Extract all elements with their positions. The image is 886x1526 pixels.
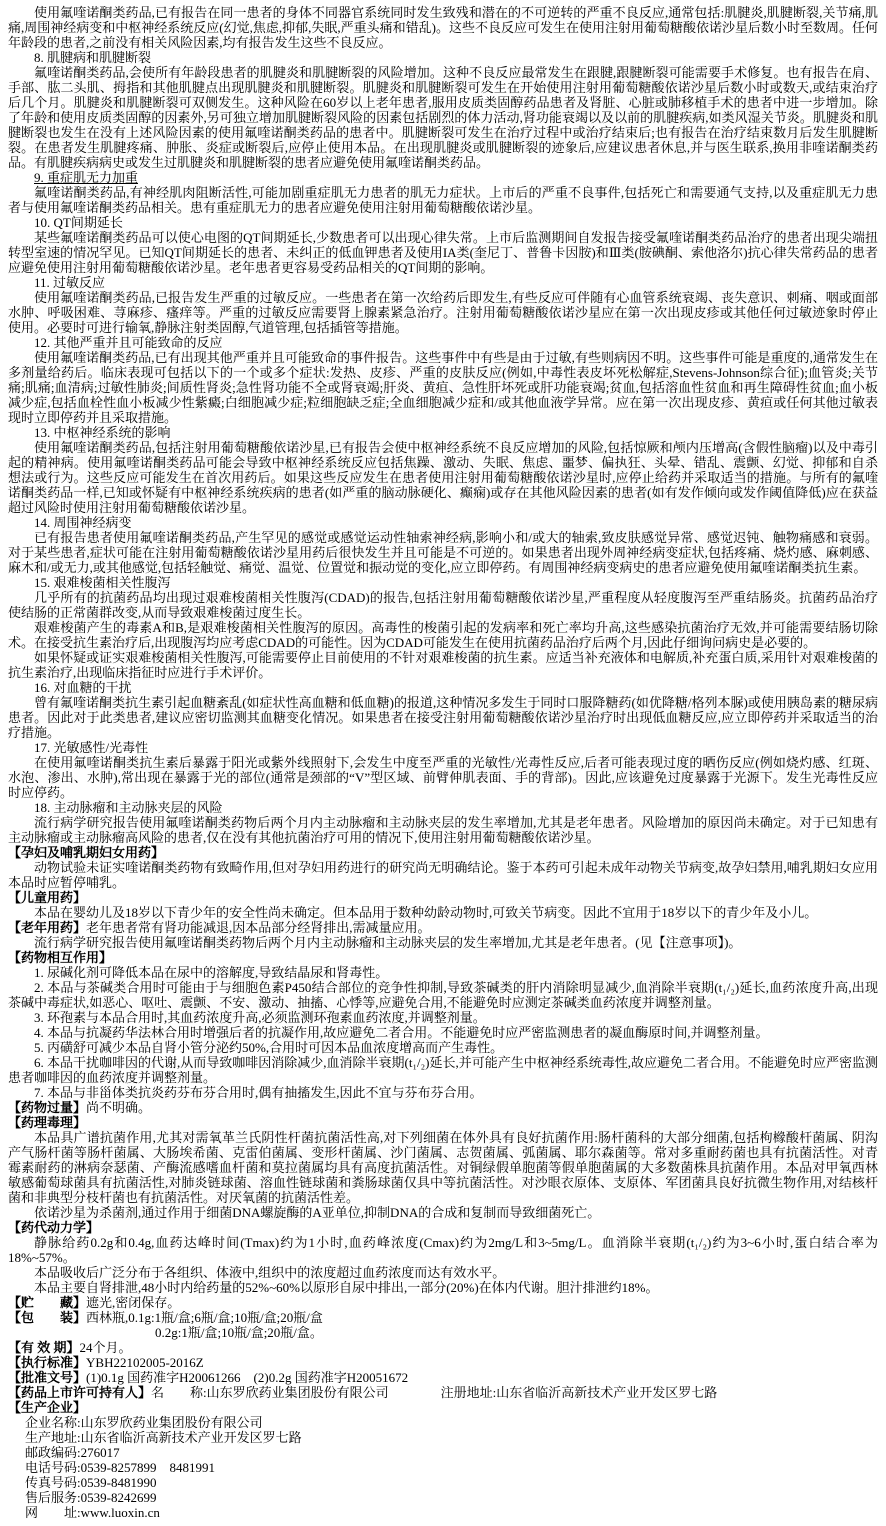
heading-storage-text: 遮光,密闭保存。 bbox=[86, 1295, 181, 1310]
heading-16: 16. 对血糖的干扰 bbox=[34, 680, 132, 695]
heading-children bbox=[8, 890, 878, 905]
pharmacology-text-1: 本品具广谱抗菌作用,尤其对需氧革兰氏阴性杆菌抗菌活性高,对下列细菌在体外具有良好抗菌作用:肠杆菌科的大部分细菌,包括枸橼酸杆菌属、阴沟产气肠杆菌等肠杆菌属、大肠埃希菌、克雷伯菌属、变形杆菌属、沙门菌属、志贺菌属、弧菌属、耶尔森菌等。常对多重耐药菌也具有抗菌活性。对青霉素耐药的淋病奈瑟菌、产酶流感嗜血杆菌和莫拉菌属均具有高度抗菌活性。对铜绿假单胞菌等假单胞菌属的大多数菌株具抗菌作用。本品对甲氧西林敏感葡萄球菌具有抗菌活性,对肺炎链球菌、溶血性链球菌和粪肠球菌仅具中等抗菌活性。对沙眼衣原体、支原体、军团菌具良好抗微生物作用,对结核杆菌和非典型分枝杆菌也有抗菌活性。对厌氧菌的抗菌活性差。 bbox=[8, 1130, 878, 1205]
heading-shelf-life bbox=[8, 1340, 878, 1355]
manufacturer-address: 生产地址:山东省临沂高新技术产业开发区罗七路 bbox=[25, 1430, 302, 1445]
heading-approval-number-text: (1)0.1g 国药准字H20061266 (2)0.2g 国药准字H20051672 bbox=[86, 1370, 409, 1385]
interaction-item-1: 1. 尿碱化剂可降低本品在尿中的溶解度,导致结晶尿和肾毒性。 bbox=[34, 965, 389, 980]
heading-13: 13. 中枢神经系统的影响 bbox=[34, 425, 171, 440]
heading-pregnancy-label: 【孕妇及哺乳期妇女用药】 bbox=[8, 845, 165, 860]
heading-11: 11. 过敏反应 bbox=[34, 275, 106, 290]
heading-children-label: 【儿童用药】 bbox=[8, 890, 87, 905]
heading-elderly-label: 【老年用药】 bbox=[8, 920, 87, 935]
pk-text-2: 本品吸收后广泛分布于各组织、体液中,组织中的浓度超过血药浓度而达有效水平。 bbox=[34, 1265, 506, 1280]
section-8-text: 氟喹诺酮类药品,会使所有年龄段患者的肌腱炎和肌腱断裂的风险增加。这种不良反应最常发生在跟腱,跟腱断裂可能需要手术修复。也有报告在肩、手部、肱二头肌、拇指和其他肌腱点出现肌腱炎和肌腱断裂。肌腱炎和肌腱断裂可发生在开始使用注射用葡萄糖酸依诺沙星后数小时或数天,或结束治疗后几个月。肌腱炎和肌腱断裂可双侧发生。这种风险在60岁以上老年患者,服用皮质类固醇药品患者及肾脏、心脏或肺移植手术的患者中进一步增加。除了年龄和使用皮质类固醇的因素外,另可独立增加肌腱断裂风险的因素包括剧烈的体力活动,肾功能衰竭以及以前的肌腱疾病,如类风湿关节炎。肌腱炎和肌腱断裂也发生在没有上述风险因素的使用氟喹诺酮类药品的患者中。肌腱断裂可发生在治疗过程中或治疗结束后;也有报告在治疗结束数月后发生肌腱断裂。在患者发生肌腱疼痛、肿胀、炎症或断裂后,应停止使用本品。在出现肌腱炎或肌腱断裂的迹象后,应建议患者休息,并与医生联系,换用非喹诺酮类药品。有肌腱疾病病史或发生过肌腱炎和肌腱断裂的患者应避免使用氟喹诺酮类药品。 bbox=[8, 65, 878, 170]
section-18-text: 流行病学研究报告使用氟喹诺酮类药物后两个月内主动脉瘤和主动脉夹层的发生率增加,尤其是老年患者。风险增加的原因尚未确定。对于已知患有主动脉瘤或主动脉瘤高风险的患者,仅在没有其他抗菌治疗可用的情况下,使用注射用葡萄糖酸依诺沙星。 bbox=[8, 815, 878, 845]
elderly-text-2: 流行病学研究报告使用氟喹诺酮类药物后两个月内主动脉瘤和主动脉夹层的发生率增加,尤其是老年患者。(见【注意事项】)。 bbox=[34, 935, 742, 950]
intro-warning-paragraph: 使用氟喹诺酮类药品,已有报告在同一患者的身体不同器官系统同时发生致残和潜在的不可逆转的严重不良反应,通常包括:肌腱炎,肌腱断裂,关节痛,肌痛,周围神经病变和中枢神经系统反应(幻觉,焦虑,抑郁,失眠,严重头痛和错乱)。这些不良反应可发生在使用注射用葡萄糖酸依诺沙星后数小时至数周。任何年龄段的患者,之前没有相关风险因素,均有报告发生这些不良反应。 bbox=[8, 5, 878, 50]
heading-pregnancy bbox=[8, 845, 878, 860]
interaction-item-7: 7. 本品与非甾体类抗炎药芬布芬合用时,偶有抽搐发生,因此不宜与芬布芬合用。 bbox=[34, 1085, 483, 1100]
section-13-text: 使用氟喹诺酮类药品,包括注射用葡萄糖酸依诺沙星,已有报告会使中枢神经系统不良反应增加的风险,包括惊厥和颅内压增高(含假性脑瘤)以及中毒引起的精神病。使用氟喹诺酮类药品可能会导致中枢神经系统反应包括焦躁、激动、失眠、焦虑、噩梦、偏执狂、头晕、错乱、震颤、幻觉、抑郁和自杀想法或行为。这些反应可能发生在首次用药后。如果这些反应发生在患者使用注射用葡萄糖酸依诺沙星时,应停止给药并采取适当的措施。与所有的氟喹诺酮类药品一样,已知或怀疑有中枢神经系统疾病的患者(如严重的脑动脉硬化、癫痫)或存在其他风险因素的患者(如有发作倾向或发作阈值降低)应在获益超过风险时使用注射用葡萄糖酸依诺沙星。 bbox=[8, 440, 878, 515]
heading-18: 18. 主动脉瘤和主动脉夹层的风险 bbox=[34, 800, 223, 815]
heading-12: 12. 其他严重并且可能致命的反应 bbox=[34, 335, 223, 350]
heading-pharmacokinetics-label: 【药代动力学】 bbox=[8, 1220, 100, 1235]
manufacturer-website: 网 址:www.luoxin.cn bbox=[25, 1505, 160, 1520]
section-10-text: 某些氟喹诺酮类药品可以使心电图的QT间期延长,少数患者可以出现心律失常。上市后监测期间自发报告接受氟喹诺酮类药品治疗的患者出现尖端扭转型室速的情况罕见。已知QT间期延长的患者、未纠正的低血钾患者及使用IA类(奎尼丁、普鲁卡因胺)和Ⅲ类(胺碘酮、索他洛尔)抗心律失常药品的患者应避免使用注射用葡萄糖酸依诺沙星。老年患者更容易受药品相关的QT间期的影响。 bbox=[8, 230, 878, 275]
interaction-item-2: 2. 本品与茶碱类合用时可能由于与细胞色素P450结合部位的竞争性抑制,导致茶碱类的肝内消除明显减少,血消除半衰期(t₁/₂)延长,血药浓度升高,出现茶碱中毒症状,如恶心、呕吐、震颤、不安、激动、抽搐、心悸等,应避免合用,不能避免时应测定茶碱类血药浓度并调整剂量。 bbox=[8, 980, 878, 1010]
interaction-item-5: 5. 丙磺舒可减少本品自肾小管分泌约50%,合用时可因本品血浓度增高而产生毒性。 bbox=[34, 1040, 504, 1055]
heading-10: 10. QT间期延长 bbox=[34, 215, 123, 230]
heading-manufacturer-label: 【生产企业】 bbox=[8, 1400, 87, 1415]
pk-text-3: 本品主要自肾排泄,48小时内给药量的52%~60%以原形自尿中排出,一部分(20%)在体内代谢。胆汁排泄约18%。 bbox=[34, 1280, 659, 1295]
heading-interactions bbox=[8, 950, 878, 965]
section-12-text: 使用氟喹诺酮类药品,已有出现其他严重并且可能致命的事件报告。这些事件中有些是由于过敏,有些则病因不明。这些事件可能是重度的,通常发生在多剂量给药后。临床表现可包括以下的一个或多个症状:发热、皮疹、严重的皮肤反应(例如,中毒性表皮坏死松解症,Stevens-Johnson综合征);血管炎;关节痛;肌痛;血清病;过敏性肺炎;间质性肾炎;急性肾功能不全或肾衰竭;肝炎、黄疸、急性肝坏死或肝功能衰竭;贫血,包括溶血性贫血和再生障碍性贫血;血小板减少症,包括血栓性血小板减少性紫癜;白细胞减少症;粒细胞缺乏症;全血细胞减少症和/或其他血液学异常。应在第一次出现皮疹、黄疸或任何其他过敏表现时立即停药并且采取措施。 bbox=[8, 350, 878, 425]
heading-15: 15. 艰难梭菌相关性腹泻 bbox=[34, 575, 171, 590]
heading-elderly-text: 老年患者常有肾功能减退,因本品部分经肾排出,需减量应用。 bbox=[86, 920, 431, 935]
section-9-text: 氟喹诺酮类药品,有神经肌肉阻断活性,可能加剧重症肌无力患者的肌无力症状。上市后的严重不良事件,包括死亡和需要通气支持,以及重症肌无力患者与使用氟喹诺酮类药品相关。患有重症肌无力的患者应避免使用注射用葡萄糖酸依诺沙星。 bbox=[8, 185, 878, 215]
heading-17: 17. 光敏感性/光毒性 bbox=[34, 740, 149, 755]
section-14-text: 已有报告患者使用氟喹诺酮类药品,产生罕见的感觉或感觉运动性轴索神经病,影响小和/或大的轴索,致皮肤感觉异常、感觉迟钝、触物痛感和衰弱。对于某些患者,症状可能在注射用葡萄糖酸依诺沙星用药后很快发生并且可能是不可逆的。如果患者出现外周神经病变症状,包括疼痛、烧灼感、麻刺感、麻木和/或无力,或其他感觉,包括轻触觉、痛觉、温觉、位置觉和振动觉的变化,应立即停药。有周围神经病变病史的患者应避免使用氟喹诺酮类抗生素。 bbox=[8, 530, 878, 575]
section-15-text-1: 几乎所有的抗菌药品均出现过艰难梭菌相关性腹泻(CDAD)的报告,包括注射用葡萄糖酸依诺沙星,严重程度从轻度腹泻至严重结肠炎。抗菌药品治疗使结肠的正常菌群改变,从而导致艰难梭菌过度生长。 bbox=[8, 590, 878, 620]
heading-license-holder bbox=[8, 1385, 878, 1400]
heading-license-holder-label: 【药品上市许可持有人】 bbox=[8, 1385, 152, 1400]
heading-pharmacology-label: 【药理毒理】 bbox=[8, 1115, 87, 1130]
heading-packaging-label: 【包 装】 bbox=[8, 1310, 87, 1325]
packaging-line-2: 0.2g:1瓶/盒;10瓶/盒;20瓶/盒。 bbox=[155, 1325, 323, 1340]
interaction-item-3: 3. 环孢素与本品合用时,其血药浓度升高,必须监测环孢素血药浓度,并调整剂量。 bbox=[34, 1010, 486, 1025]
interaction-item-4: 4. 本品与抗凝药华法林合用时增强后者的抗凝作用,故应避免二者合用。不能避免时应严密监测患者的凝血酶原时间,并调整剂量。 bbox=[34, 1025, 769, 1040]
section-17-text: 在使用氟喹诺酮类抗生素后暴露于阳光或紫外线照射下,会发生中度至严重的光敏性/光毒性反应,后者可能表现过度的晒伤反应(例如烧灼感、红斑、水泡、渗出、水肿),常出现在暴露于光的部位(通常是颈部的“V”型区域、前臂伸肌表面、手的背部)。因此,应该避免过度暴露于光源下。发生光毒性反应时应停药。 bbox=[8, 755, 878, 800]
heading-packaging bbox=[8, 1310, 878, 1325]
heading-standard-label: 【执行标准】 bbox=[8, 1355, 87, 1370]
manufacturer-postcode: 邮政编码:276017 bbox=[25, 1445, 120, 1460]
manufacturer-service: 售后服务:0539-8242699 bbox=[25, 1490, 157, 1505]
heading-approval-number bbox=[8, 1370, 878, 1385]
heading-overdose-text: 尚不明确。 bbox=[86, 1100, 152, 1115]
heading-shelf-life-label: 【有 效 期】 bbox=[8, 1340, 80, 1355]
heading-standard bbox=[8, 1355, 878, 1370]
heading-standard-text: YBH22102005-2016Z bbox=[86, 1355, 204, 1370]
heading-elderly bbox=[8, 920, 878, 935]
heading-shelf-life-text: 24个月。 bbox=[79, 1340, 132, 1355]
pharmacology-text-2: 依诺沙星为杀菌剂,通过作用于细菌DNA螺旋酶的A亚单位,抑制DNA的合成和复制而导致细菌死亡。 bbox=[34, 1205, 601, 1220]
heading-license-holder-text: 名 称:山东罗欣药业集团股份有限公司 注册地址:山东省临沂高新技术产业开发区罗七路 bbox=[151, 1385, 718, 1400]
manufacturer-phone: 电话号码:0539-8257899 8481991 bbox=[25, 1460, 215, 1475]
heading-overdose bbox=[8, 1100, 878, 1115]
heading-pharmacology bbox=[8, 1115, 878, 1130]
heading-manufacturer bbox=[8, 1400, 878, 1415]
heading-storage bbox=[8, 1295, 878, 1310]
heading-pharmacokinetics bbox=[8, 1220, 878, 1235]
manufacturer-name: 企业名称:山东罗欣药业集团股份有限公司 bbox=[25, 1415, 263, 1430]
heading-storage-label: 【贮 藏】 bbox=[8, 1295, 87, 1310]
section-15-text-3: 如果怀疑或证实艰难梭菌相关性腹泻,可能需要停止目前使用的不针对艰难梭菌的抗生素。应适当补充液体和电解质,补充蛋白质,采用针对艰难梭菌的抗生素治疗,出现临床指征时应进行手术评价。 bbox=[8, 650, 878, 680]
pk-text-1: 静脉给药0.2g和0.4g,血药达峰时间(Tmax)约为1小时,血药峰浓度(Cmax)约为2mg/L和3~5mg/L。血消除半衰期(t₁/₂)约为3~6小时,蛋白结合率为18%~57%。 bbox=[8, 1235, 878, 1265]
heading-approval-number-label: 【批准文号】 bbox=[8, 1370, 87, 1385]
interaction-item-6: 6. 本品干扰咖啡因的代谢,从而导致咖啡因消除减少,血消除半衰期(t₁/₂)延长,并可能产生中枢神经系统毒性,故应避免二者合用。不能避免时应严密监测患者咖啡因的血药浓度并调整剂量。 bbox=[8, 1055, 878, 1085]
heading-8: 8. 肌腱病和肌腱断裂 bbox=[34, 50, 152, 65]
heading-packaging-text: 西林瓶,0.1g:1瓶/盒;6瓶/盒;10瓶/盒;20瓶/盒 bbox=[86, 1310, 323, 1325]
heading-14: 14. 周围神经病变 bbox=[34, 515, 132, 530]
section-15-text-2: 艰难梭菌产生的毒素A和B,是艰难梭菌相关性腹泻的原因。高毒性的梭菌引起的发病率和死亡率均升高,这些感染抗菌治疗无效,并可能需要结肠切除术。在接受抗生素治疗后,出现腹泻均应考虑CDAD的可能性。因为CDAD可能发生在使用抗菌药品治疗后两个月,因此仔细询问病史是必要的。 bbox=[8, 620, 878, 650]
pregnancy-text: 动物试验未证实喹诺酮类药物有致畸作用,但对孕妇用药进行的研究尚无明确结论。鉴于本药可引起未成年动物关节病变,故孕妇禁用,哺乳期妇女应用本品时应暂停哺乳。 bbox=[8, 860, 878, 890]
children-text: 本品在婴幼儿及18岁以下青少年的安全性尚未确定。但本品用于数种幼龄动物时,可致关节病变。因此不宜用于18岁以下的青少年及小儿。 bbox=[34, 905, 818, 920]
heading-interactions-label: 【药物相互作用】 bbox=[8, 950, 113, 965]
section-11-text: 使用氟喹诺酮类药品,已报告发生严重的过敏反应。一些患者在第一次给药后即发生,有些反应可伴随有心血管系统衰竭、丧失意识、刺痛、咽或面部水肿、呼吸困难、荨麻疹、瘙痒等。严重的过敏反应需要肾上腺素紧急治疗。注射用葡萄糖酸依诺沙星应在第一次出现皮疹或其他任何过敏迹象时停止使用。必要时可进行输氧,静脉注射类固醇,气道管理,包括插管等措施。 bbox=[8, 290, 878, 335]
section-16-text: 曾有氟喹诺酮类抗生素引起血糖紊乱(如症状性高血糖和低血糖)的报道,这种情况多发生于同时口服降糖药(如优降糖/格列本脲)或使用胰岛素的糖尿病患者。因此对于此类患者,建议应密切监测其血糖变化情况。如果患者在接受注射用葡萄糖酸依诺沙星治疗时出现低血糖反应,应立即停药并采取适当的治疗措施。 bbox=[8, 695, 878, 740]
heading-overdose-label: 【药物过量】 bbox=[8, 1100, 87, 1115]
heading-9: 9. 重症肌无力加重 bbox=[34, 170, 139, 185]
manufacturer-fax: 传真号码:0539-8481990 bbox=[25, 1475, 157, 1490]
